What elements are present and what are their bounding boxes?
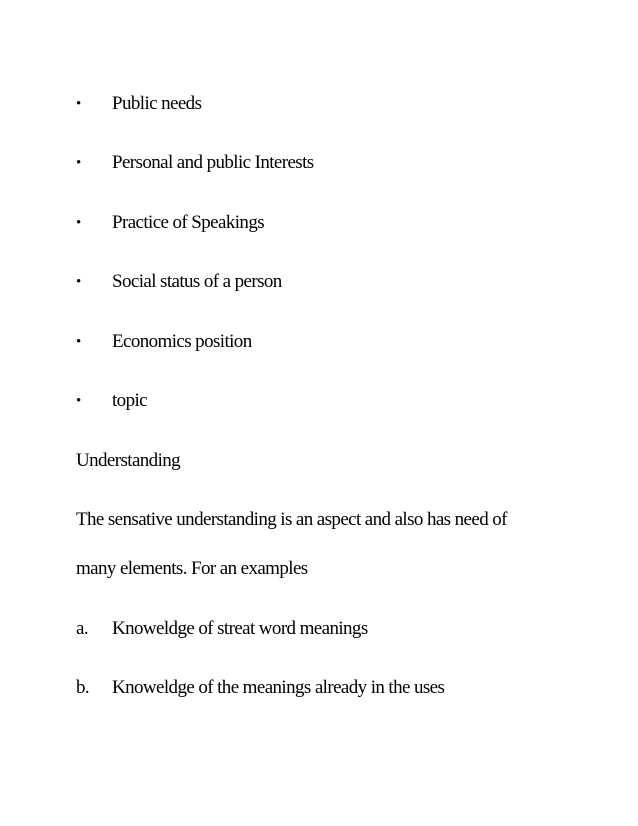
bullet-text: Practice of Speakings (112, 212, 265, 233)
list-marker: a. (76, 618, 88, 639)
bullet-mark: • (76, 96, 81, 112)
bullet-mark: • (76, 334, 81, 350)
bullet-text: Public needs (112, 93, 202, 114)
bullet-mark: • (76, 215, 81, 231)
bullet-mark: • (76, 274, 81, 290)
bullet-text: Economics position (112, 331, 252, 352)
list-text: Knoweldge of the meanings already in the uses (112, 677, 445, 698)
list-text: Knoweldge of streat word meanings (112, 618, 368, 639)
section-heading: Understanding (76, 450, 181, 471)
paragraph-line-2: many elements. For an examples (76, 558, 308, 579)
bullet-mark: • (76, 393, 81, 409)
bullet-mark: • (76, 155, 81, 171)
bullet-text: Personal and public Interests (112, 152, 314, 173)
bullet-text: Social status of a person (112, 271, 282, 292)
bullet-text: topic (112, 390, 147, 411)
list-marker: b. (76, 677, 90, 698)
paragraph-line-1: The sensative understanding is an aspect and also has need of (76, 509, 507, 530)
